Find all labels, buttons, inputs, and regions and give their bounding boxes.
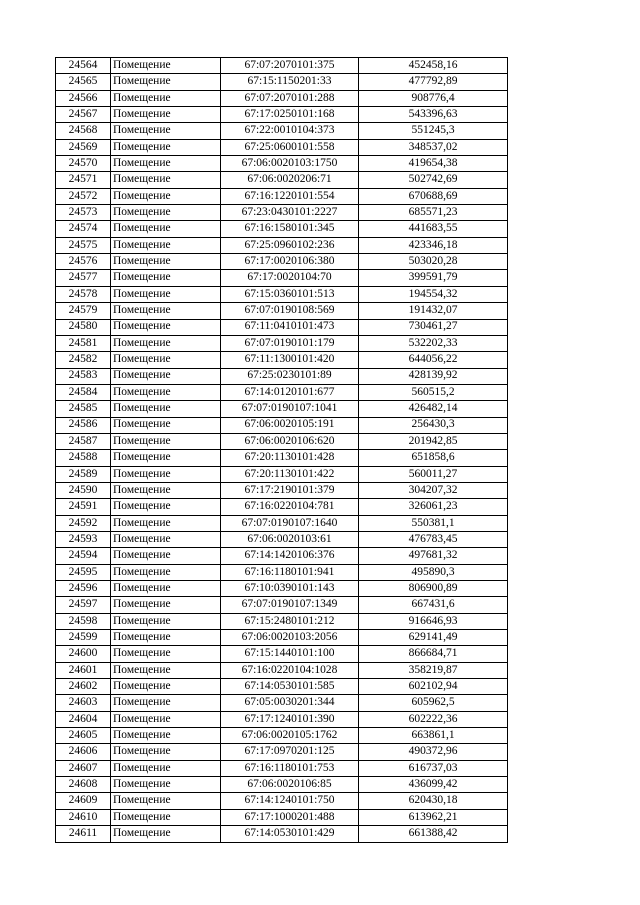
row-number-cell: 24585 bbox=[56, 401, 111, 417]
cadastral-number-cell: 67:15:2480101:212 bbox=[221, 613, 359, 629]
row-number-cell: 24566 bbox=[56, 90, 111, 106]
table-row bbox=[56, 450, 508, 466]
table-row bbox=[56, 107, 508, 123]
object-type-cell: Помещение bbox=[111, 744, 221, 760]
cadastral-number-cell: 67:07:0190108:569 bbox=[221, 303, 359, 319]
table-row bbox=[56, 384, 508, 400]
cadastral-value-cell: 326061,23 bbox=[359, 499, 508, 515]
table-row bbox=[56, 728, 508, 744]
table-row bbox=[56, 352, 508, 368]
table-row bbox=[56, 548, 508, 564]
cadastral-number-cell: 67:20:1130101:428 bbox=[221, 450, 359, 466]
row-number-cell: 24607 bbox=[56, 760, 111, 776]
cadastral-value-cell: 497681,32 bbox=[359, 548, 508, 564]
table-row bbox=[56, 335, 508, 351]
cadastral-value-cell: 503020,28 bbox=[359, 254, 508, 270]
table-row bbox=[56, 123, 508, 139]
object-type-cell: Помещение bbox=[111, 74, 221, 90]
cadastral-value-cell: 452458,16 bbox=[359, 58, 508, 74]
object-type-cell: Помещение bbox=[111, 482, 221, 498]
cadastral-value-cell: 661388,42 bbox=[359, 826, 508, 842]
cadastral-number-cell: 67:15:1440101:100 bbox=[221, 646, 359, 662]
table-row bbox=[56, 286, 508, 302]
cadastral-value-cell: 304207,32 bbox=[359, 482, 508, 498]
table-row bbox=[56, 254, 508, 270]
cadastral-number-cell: 67:07:2070101:375 bbox=[221, 58, 359, 74]
cadastral-value-cell: 806900,89 bbox=[359, 581, 508, 597]
cadastral-number-cell: 67:16:0220104:781 bbox=[221, 499, 359, 515]
table-row bbox=[56, 139, 508, 155]
row-number-cell: 24564 bbox=[56, 58, 111, 74]
cadastral-number-cell: 67:07:0190101:179 bbox=[221, 335, 359, 351]
cadastral-number-cell: 67:07:0190107:1640 bbox=[221, 515, 359, 531]
table-row bbox=[56, 499, 508, 515]
cadastral-number-cell: 67:25:0230101:89 bbox=[221, 368, 359, 384]
cadastral-number-cell: 67:17:1240101:390 bbox=[221, 711, 359, 727]
cadastral-number-cell: 67:14:0530101:585 bbox=[221, 679, 359, 695]
table-row bbox=[56, 466, 508, 482]
row-number-cell: 24591 bbox=[56, 499, 111, 515]
row-number-cell: 24576 bbox=[56, 254, 111, 270]
cadastral-value-cell: 476783,45 bbox=[359, 531, 508, 547]
cadastral-number-cell: 67:07:0190107:1349 bbox=[221, 597, 359, 613]
cadastral-value-cell: 543396,63 bbox=[359, 107, 508, 123]
row-number-cell: 24602 bbox=[56, 679, 111, 695]
row-number-cell: 24589 bbox=[56, 466, 111, 482]
table-row bbox=[56, 515, 508, 531]
object-type-cell: Помещение bbox=[111, 499, 221, 515]
object-type-cell: Помещение bbox=[111, 58, 221, 74]
cadastral-number-cell: 67:16:1180101:941 bbox=[221, 564, 359, 580]
table-row bbox=[56, 581, 508, 597]
cadastral-value-cell: 616737,03 bbox=[359, 760, 508, 776]
row-number-cell: 24577 bbox=[56, 270, 111, 286]
object-type-cell: Помещение bbox=[111, 123, 221, 139]
row-number-cell: 24580 bbox=[56, 319, 111, 335]
cadastral-number-cell: 67:20:1130101:422 bbox=[221, 466, 359, 482]
cadastral-value-cell: 441683,55 bbox=[359, 221, 508, 237]
cadastral-value-cell: 490372,96 bbox=[359, 744, 508, 760]
cadastral-number-cell: 67:22:0010104:373 bbox=[221, 123, 359, 139]
object-type-cell: Помещение bbox=[111, 352, 221, 368]
cadastral-value-cell: 685571,23 bbox=[359, 205, 508, 221]
cadastral-number-cell: 67:11:0410101:473 bbox=[221, 319, 359, 335]
object-type-cell: Помещение bbox=[111, 107, 221, 123]
row-number-cell: 24583 bbox=[56, 368, 111, 384]
cadastral-value-cell: 629141,49 bbox=[359, 630, 508, 646]
row-number-cell: 24592 bbox=[56, 515, 111, 531]
row-number-cell: 24603 bbox=[56, 695, 111, 711]
object-type-cell: Помещение bbox=[111, 319, 221, 335]
table-row bbox=[56, 303, 508, 319]
row-number-cell: 24598 bbox=[56, 613, 111, 629]
row-number-cell: 24568 bbox=[56, 123, 111, 139]
cadastral-value-cell: 866684,71 bbox=[359, 646, 508, 662]
object-type-cell: Помещение bbox=[111, 711, 221, 727]
row-number-cell: 24573 bbox=[56, 205, 111, 221]
cadastral-number-cell: 67:17:0020104:70 bbox=[221, 270, 359, 286]
row-number-cell: 24578 bbox=[56, 286, 111, 302]
table-row bbox=[56, 74, 508, 90]
object-type-cell: Помещение bbox=[111, 433, 221, 449]
table-row bbox=[56, 205, 508, 221]
cadastral-value-cell: 256430,3 bbox=[359, 417, 508, 433]
cadastral-number-cell: 67:16:0220104:1028 bbox=[221, 662, 359, 678]
object-type-cell: Помещение bbox=[111, 417, 221, 433]
object-type-cell: Помещение bbox=[111, 303, 221, 319]
table-row bbox=[56, 482, 508, 498]
object-type-cell: Помещение bbox=[111, 728, 221, 744]
row-number-cell: 24609 bbox=[56, 793, 111, 809]
cadastral-number-cell: 67:06:0020103:1750 bbox=[221, 156, 359, 172]
object-type-cell: Помещение bbox=[111, 188, 221, 204]
row-number-cell: 24590 bbox=[56, 482, 111, 498]
object-type-cell: Помещение bbox=[111, 139, 221, 155]
cadastral-value-cell: 605962,5 bbox=[359, 695, 508, 711]
cadastral-value-cell: 428139,92 bbox=[359, 368, 508, 384]
cadastral-value-cell: 551245,3 bbox=[359, 123, 508, 139]
cadastral-value-cell: 436099,42 bbox=[359, 777, 508, 793]
cadastral-number-cell: 67:14:0120101:677 bbox=[221, 384, 359, 400]
cadastral-value-cell: 602222,36 bbox=[359, 711, 508, 727]
cadastral-number-cell: 67:16:1580101:345 bbox=[221, 221, 359, 237]
row-number-cell: 24593 bbox=[56, 531, 111, 547]
cadastral-value-cell: 651858,6 bbox=[359, 450, 508, 466]
cadastral-number-cell: 67:06:0020105:191 bbox=[221, 417, 359, 433]
table-row bbox=[56, 793, 508, 809]
cadastral-number-cell: 67:07:0190107:1041 bbox=[221, 401, 359, 417]
cadastral-value-cell: 419654,38 bbox=[359, 156, 508, 172]
cadastral-number-cell: 67:15:1150201:33 bbox=[221, 74, 359, 90]
cadastral-value-cell: 495890,3 bbox=[359, 564, 508, 580]
cadastral-number-cell: 67:14:0530101:429 bbox=[221, 826, 359, 842]
cadastral-number-cell: 67:06:0020103:2056 bbox=[221, 630, 359, 646]
table-row bbox=[56, 221, 508, 237]
cadastral-value-cell: 477792,89 bbox=[359, 74, 508, 90]
object-type-cell: Помещение bbox=[111, 760, 221, 776]
row-number-cell: 24570 bbox=[56, 156, 111, 172]
cadastral-value-cell: 644056,22 bbox=[359, 352, 508, 368]
cadastral-number-cell: 67:14:1240101:750 bbox=[221, 793, 359, 809]
row-number-cell: 24601 bbox=[56, 662, 111, 678]
cadastral-number-cell: 67:25:0600101:558 bbox=[221, 139, 359, 155]
row-number-cell: 24574 bbox=[56, 221, 111, 237]
cadastral-value-cell: 560011,27 bbox=[359, 466, 508, 482]
cadastral-value-cell: 908776,4 bbox=[359, 90, 508, 106]
table-row bbox=[56, 662, 508, 678]
object-type-cell: Помещение bbox=[111, 384, 221, 400]
object-type-cell: Помещение bbox=[111, 515, 221, 531]
cadastral-value-cell: 663861,1 bbox=[359, 728, 508, 744]
object-type-cell: Помещение bbox=[111, 793, 221, 809]
cadastral-number-cell: 67:15:0360101:513 bbox=[221, 286, 359, 302]
cadastral-number-cell: 67:17:1000201:488 bbox=[221, 809, 359, 825]
cadastral-value-cell: 399591,79 bbox=[359, 270, 508, 286]
cadastral-value-cell: 550381,1 bbox=[359, 515, 508, 531]
cadastral-value-cell: 532202,33 bbox=[359, 335, 508, 351]
table-row bbox=[56, 58, 508, 74]
row-number-cell: 24572 bbox=[56, 188, 111, 204]
cadastral-value-cell: 667431,6 bbox=[359, 597, 508, 613]
cadastral-value-cell: 613962,21 bbox=[359, 809, 508, 825]
row-number-cell: 24587 bbox=[56, 433, 111, 449]
object-type-cell: Помещение bbox=[111, 809, 221, 825]
table-row bbox=[56, 90, 508, 106]
table-row bbox=[56, 744, 508, 760]
row-number-cell: 24604 bbox=[56, 711, 111, 727]
cadastral-number-cell: 67:23:0430101:2227 bbox=[221, 205, 359, 221]
object-type-cell: Помещение bbox=[111, 597, 221, 613]
object-type-cell: Помещение bbox=[111, 531, 221, 547]
table-row bbox=[56, 270, 508, 286]
cadastral-value-cell: 916646,93 bbox=[359, 613, 508, 629]
cadastral-number-cell: 67:11:1300101:420 bbox=[221, 352, 359, 368]
row-number-cell: 24610 bbox=[56, 809, 111, 825]
table-row bbox=[56, 531, 508, 547]
row-number-cell: 24581 bbox=[56, 335, 111, 351]
cadastral-number-cell: 67:05:0030201:344 bbox=[221, 695, 359, 711]
cadastral-value-cell: 502742,69 bbox=[359, 172, 508, 188]
object-type-cell: Помещение bbox=[111, 679, 221, 695]
object-type-cell: Помещение bbox=[111, 564, 221, 580]
object-type-cell: Помещение bbox=[111, 286, 221, 302]
row-number-cell: 24595 bbox=[56, 564, 111, 580]
cadastral-number-cell: 67:07:2070101:288 bbox=[221, 90, 359, 106]
property-table-body bbox=[56, 58, 508, 843]
object-type-cell: Помещение bbox=[111, 335, 221, 351]
table-row bbox=[56, 172, 508, 188]
table-row bbox=[56, 826, 508, 842]
table-row bbox=[56, 777, 508, 793]
cadastral-number-cell: 67:25:0960102:236 bbox=[221, 237, 359, 253]
table-row bbox=[56, 630, 508, 646]
cadastral-value-cell: 201942,85 bbox=[359, 433, 508, 449]
row-number-cell: 24596 bbox=[56, 581, 111, 597]
object-type-cell: Помещение bbox=[111, 270, 221, 286]
cadastral-number-cell: 67:17:0250101:168 bbox=[221, 107, 359, 123]
object-type-cell: Помещение bbox=[111, 646, 221, 662]
table-row bbox=[56, 401, 508, 417]
row-number-cell: 24600 bbox=[56, 646, 111, 662]
object-type-cell: Помещение bbox=[111, 172, 221, 188]
row-number-cell: 24582 bbox=[56, 352, 111, 368]
row-number-cell: 24597 bbox=[56, 597, 111, 613]
cadastral-value-cell: 730461,27 bbox=[359, 319, 508, 335]
table-row bbox=[56, 319, 508, 335]
row-number-cell: 24575 bbox=[56, 237, 111, 253]
cadastral-number-cell: 67:14:1420106:376 bbox=[221, 548, 359, 564]
row-number-cell: 24605 bbox=[56, 728, 111, 744]
cadastral-number-cell: 67:17:0020106:380 bbox=[221, 254, 359, 270]
row-number-cell: 24584 bbox=[56, 384, 111, 400]
cadastral-number-cell: 67:16:1180101:753 bbox=[221, 760, 359, 776]
cadastral-number-cell: 67:17:0970201:125 bbox=[221, 744, 359, 760]
object-type-cell: Помещение bbox=[111, 826, 221, 842]
object-type-cell: Помещение bbox=[111, 221, 221, 237]
object-type-cell: Помещение bbox=[111, 662, 221, 678]
object-type-cell: Помещение bbox=[111, 90, 221, 106]
table-row bbox=[56, 809, 508, 825]
table-row bbox=[56, 760, 508, 776]
cadastral-number-cell: 67:06:0020105:1762 bbox=[221, 728, 359, 744]
object-type-cell: Помещение bbox=[111, 466, 221, 482]
object-type-cell: Помещение bbox=[111, 237, 221, 253]
table-row bbox=[56, 156, 508, 172]
row-number-cell: 24569 bbox=[56, 139, 111, 155]
cadastral-number-cell: 67:06:0020206:71 bbox=[221, 172, 359, 188]
row-number-cell: 24586 bbox=[56, 417, 111, 433]
object-type-cell: Помещение bbox=[111, 613, 221, 629]
table-row bbox=[56, 564, 508, 580]
table-row bbox=[56, 368, 508, 384]
row-number-cell: 24565 bbox=[56, 74, 111, 90]
cadastral-value-cell: 620430,18 bbox=[359, 793, 508, 809]
cadastral-number-cell: 67:06:0020106:85 bbox=[221, 777, 359, 793]
row-number-cell: 24606 bbox=[56, 744, 111, 760]
object-type-cell: Помещение bbox=[111, 630, 221, 646]
cadastral-number-cell: 67:16:1220101:554 bbox=[221, 188, 359, 204]
cadastral-value-cell: 426482,14 bbox=[359, 401, 508, 417]
row-number-cell: 24588 bbox=[56, 450, 111, 466]
table-row bbox=[56, 188, 508, 204]
cadastral-value-cell: 358219,87 bbox=[359, 662, 508, 678]
cadastral-value-cell: 194554,32 bbox=[359, 286, 508, 302]
row-number-cell: 24608 bbox=[56, 777, 111, 793]
table-row bbox=[56, 711, 508, 727]
object-type-cell: Помещение bbox=[111, 205, 221, 221]
table-row bbox=[56, 417, 508, 433]
table-row bbox=[56, 646, 508, 662]
object-type-cell: Помещение bbox=[111, 450, 221, 466]
table-row bbox=[56, 613, 508, 629]
row-number-cell: 24567 bbox=[56, 107, 111, 123]
object-type-cell: Помещение bbox=[111, 581, 221, 597]
object-type-cell: Помещение bbox=[111, 368, 221, 384]
cadastral-value-cell: 602102,94 bbox=[359, 679, 508, 695]
object-type-cell: Помещение bbox=[111, 548, 221, 564]
cadastral-value-cell: 423346,18 bbox=[359, 237, 508, 253]
row-number-cell: 24579 bbox=[56, 303, 111, 319]
cadastral-value-cell: 560515,2 bbox=[359, 384, 508, 400]
object-type-cell: Помещение bbox=[111, 401, 221, 417]
table-row bbox=[56, 597, 508, 613]
table-row bbox=[56, 695, 508, 711]
object-type-cell: Помещение bbox=[111, 777, 221, 793]
row-number-cell: 24611 bbox=[56, 826, 111, 842]
cadastral-number-cell: 67:06:0020106:620 bbox=[221, 433, 359, 449]
table-row bbox=[56, 433, 508, 449]
table-row bbox=[56, 679, 508, 695]
cadastral-number-cell: 67:17:2190101:379 bbox=[221, 482, 359, 498]
cadastral-number-cell: 67:10:0390101:143 bbox=[221, 581, 359, 597]
cadastral-value-cell: 348537,02 bbox=[359, 139, 508, 155]
cadastral-value-cell: 191432,07 bbox=[359, 303, 508, 319]
row-number-cell: 24599 bbox=[56, 630, 111, 646]
cadastral-number-cell: 67:06:0020103:61 bbox=[221, 531, 359, 547]
object-type-cell: Помещение bbox=[111, 254, 221, 270]
object-type-cell: Помещение bbox=[111, 156, 221, 172]
object-type-cell: Помещение bbox=[111, 695, 221, 711]
row-number-cell: 24571 bbox=[56, 172, 111, 188]
cadastral-value-cell: 670688,69 bbox=[359, 188, 508, 204]
property-table bbox=[55, 57, 508, 843]
table-row bbox=[56, 237, 508, 253]
row-number-cell: 24594 bbox=[56, 548, 111, 564]
